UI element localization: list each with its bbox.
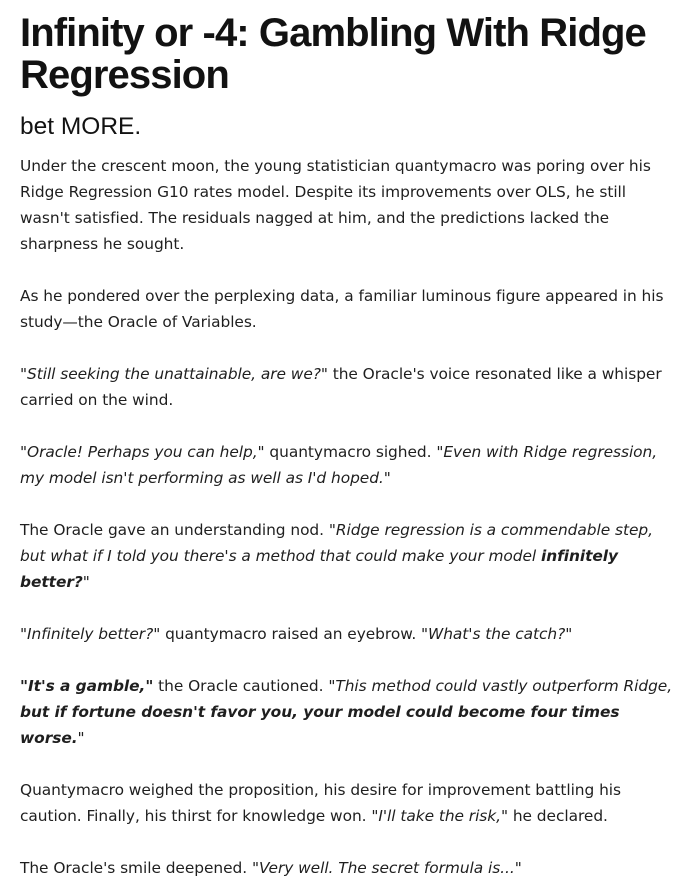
paragraph-text: The Oracle gave an understanding nod. [20,521,329,539]
paragraph [20,855,676,881]
paragraph-text: quantymacro raised an eyebrow. [160,625,422,643]
article-title: Infinity or -4: Gambling With Ridge Regression [20,11,646,97]
paragraph-text: The Oracle's smile deepened. [20,859,252,877]
dialogue-quote: "Infinitely better?" [20,625,161,643]
article-subtitle: bet MORE. [20,113,142,140]
dialogue-quote: "This method could vastly outperform Ridge, [328,677,673,695]
paragraph [20,621,676,647]
dialogue-quote: "I'll take the risk," [371,807,508,825]
paragraph-text: quantymacro sighed. [264,443,437,461]
dialogue-quote: "Very well. The secret formula is..." [251,859,522,877]
dialogue-quote: "Even with Ridge regression, my model isn't performing as well as I'd hoped." [20,443,658,487]
dialogue-quote: "Still seeking the unattainable, are we?" [20,365,328,383]
paragraph-text: As he pondered over the perplexing data, a familiar luminous figure appeared in his study—the Oracle of Variables. [20,287,664,331]
dialogue-quote: "Oracle! Perhaps you can help," [20,443,265,461]
paragraph [20,673,676,751]
paragraph [20,361,676,413]
dialogue-quote: "Ridge regression is a commendable step, but what if I told you there's a method that could make your model [20,521,653,565]
paragraph [20,283,676,335]
article-body [20,153,676,881]
paragraph-text: the Oracle's voice resonated like a whisper carried on the wind. [20,365,662,409]
paragraph [20,153,676,257]
paragraph [20,517,676,595]
paragraph-text: the Oracle cautioned. [153,677,329,695]
emphasis-bold-italic: but if fortune doesn't favor you, your model could become four times worse. [20,703,620,747]
paragraph-text: Under the crescent moon, the young statistician quantymacro was poring over his Ridge Regression G10 rates model. Despite its improvements over OLS, he still wasn't satisfied. The residuals nagged at him, and the predictions lacked the sharpness he sought. [20,157,651,253]
paragraph [20,439,676,491]
paragraph-text: he declared. [508,807,608,825]
quote-close: " [82,573,90,591]
dialogue-quote: "What's the catch?" [421,625,573,643]
paragraph-text: Quantymacro weighed the proposition, his desire for improvement battling his caution. Finally, his thirst for knowledge won. [20,781,621,825]
emphasis-bold-italic: infinitely better? [20,547,619,591]
quote-close: " [77,729,85,747]
paragraph [20,777,676,829]
emphasis-bold-italic: "It's a gamble," [20,677,154,695]
